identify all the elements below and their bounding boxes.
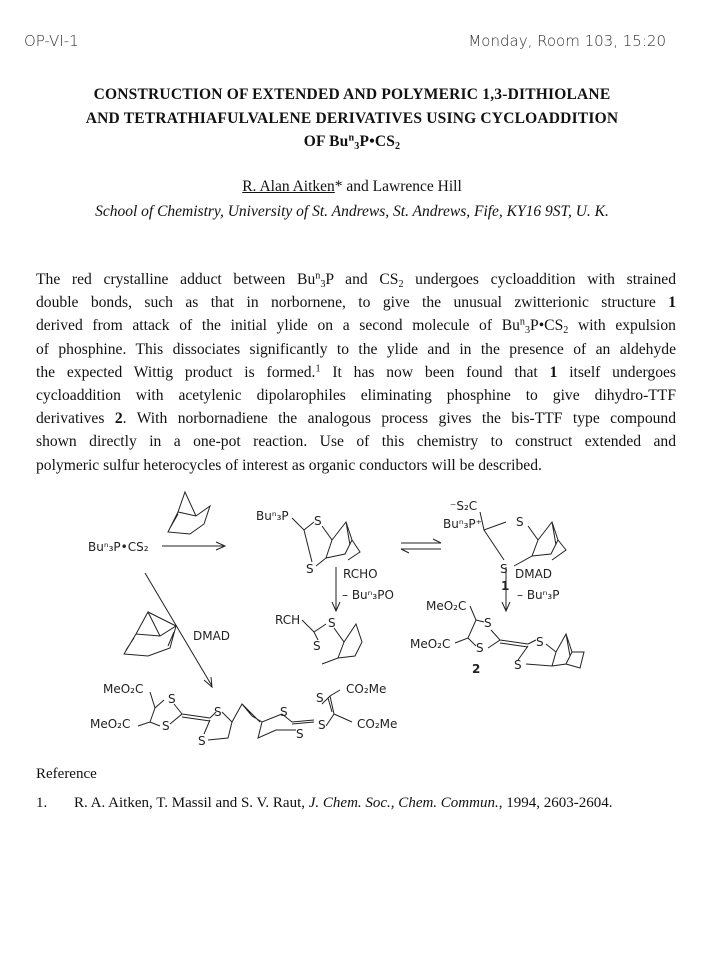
title-line-3: OF $Bu^n_3P•CS_2$ [303, 132, 401, 153]
sulfur-label: S [198, 734, 206, 748]
reference-number: 1. [36, 795, 48, 811]
ester-label: MeO₂C [426, 599, 467, 613]
title-line-1: CONSTRUCTION OF EXTENDED AND POLYMERIC 1,3-DITHIOLANE [93, 86, 611, 103]
sulfur-label: S [280, 705, 288, 719]
norbornene-structure [168, 492, 210, 534]
sulfur-label: S [516, 515, 524, 529]
dmad-label: DMAD [515, 567, 553, 581]
sulfur-label: S [536, 635, 544, 649]
reference-details: , 1994, 2603-2604. [498, 795, 613, 811]
reference-journal: J. Chem. Soc., Chem. Commun. [308, 795, 499, 811]
rcho-label: RCHO [343, 567, 378, 581]
abstract-line: derivatives 2. With norbornadiene the analogous process gives the bis-TTF type compound [36, 410, 677, 428]
sulfur-label: S [484, 616, 492, 630]
abstract-line: shown directly in a one-pot reaction. Use of this chemistry to construct extended and [36, 433, 676, 451]
dithiolane-norbornane [292, 518, 360, 566]
compound-2-label: 2 [472, 662, 481, 676]
ester-label: MeO₂C [103, 682, 144, 696]
affiliation: School of Chemistry, University of St. Andrews, St. Andrews, Fife, KY16 9ST, U. K. [95, 203, 609, 220]
ester-label: CO₂Me [357, 717, 398, 731]
references-heading: Reference [36, 766, 97, 782]
sulfur-label: S [313, 639, 321, 653]
sulfur-label: S [306, 562, 314, 576]
sulfur-label: S [476, 641, 484, 655]
sulfur-label: S [296, 727, 304, 741]
zwitterion-cs2: ⁻S₂C [450, 499, 478, 513]
sulfur-label: S [514, 658, 522, 672]
arrow-down-wittig [332, 567, 340, 611]
arrow-right [162, 542, 225, 550]
rch-label: RCH [275, 613, 301, 627]
title-line-2: AND TETRATHIAFULVALENE DERIVATIVES USING CYCLOADDITION [85, 110, 619, 127]
abstract-line: double bonds, such as that in norbornene, to give the unusual zwitterionic structure 1 [36, 294, 676, 312]
ester-label: CO₂Me [346, 682, 387, 696]
abstract-line: of phosphine. This dissociates significantly to the ylide and in the presence of an aldehyde [36, 340, 676, 358]
sulfur-label: S [500, 562, 508, 576]
byproduct-phosphine: – Buⁿ₃P [517, 588, 560, 602]
ylide-prefix: Buⁿ₃P [256, 509, 289, 523]
co-author: and Lawrence Hill [342, 178, 462, 195]
ester-label: MeO₂C [410, 637, 451, 651]
reference-authors: R. A. Aitken, T. Massil and S. V. Raut, [74, 795, 309, 811]
abstract-line: the expected Wittig product is formed.$^1$ It has now been found that 1 itself undergoes [36, 363, 676, 381]
dmad-label-diagonal: DMAD [193, 629, 231, 643]
sulfur-label: S [314, 514, 322, 528]
sulfur-label: S [318, 718, 326, 732]
abstract-line: cycloaddition with acetylenic dipolarophiles eliminating phosphine to give dihydro-TTF [36, 386, 676, 404]
sulfur-label: S [328, 616, 336, 630]
presenting-author: R. Alan Aitken [242, 178, 335, 195]
byproduct-phosphine-oxide: – Buⁿ₃PO [342, 588, 394, 602]
abstract-line: polymeric sulfur heterocycles of interest as organic conductors will be described. [36, 456, 542, 474]
ester-label: MeO₂C [90, 717, 131, 731]
equilibrium-arrows [401, 539, 441, 553]
abstract-line: The red crystalline adduct between $Bu^n_3P$ and $CS_2$ undergoes cycloaddition with strained [36, 270, 677, 291]
sulfur-label: S [214, 705, 222, 719]
reagent-label: Buⁿ₃P•CS₂ [88, 540, 149, 554]
zwitterion-phosphonium: Buⁿ₃P⁺ [443, 517, 482, 531]
ttf-compound-2 [455, 606, 584, 668]
compound-1-label: 1 [501, 579, 510, 593]
sulfur-label: S [168, 692, 176, 706]
abstract-code: OP-VI-1 [24, 32, 79, 50]
session-info: Monday, Room 103, 15:20 [468, 32, 666, 50]
sulfur-label: S [316, 691, 324, 705]
abstract-line: derived from attack of the initial ylide on a second molecule of $Bu^n_3P•CS_2$ with expulsion [36, 316, 676, 337]
reference-text [74, 791, 704, 816]
norbornadiene-structure [124, 612, 176, 656]
author-marker: * [334, 178, 343, 195]
sulfur-label: S [162, 719, 170, 733]
